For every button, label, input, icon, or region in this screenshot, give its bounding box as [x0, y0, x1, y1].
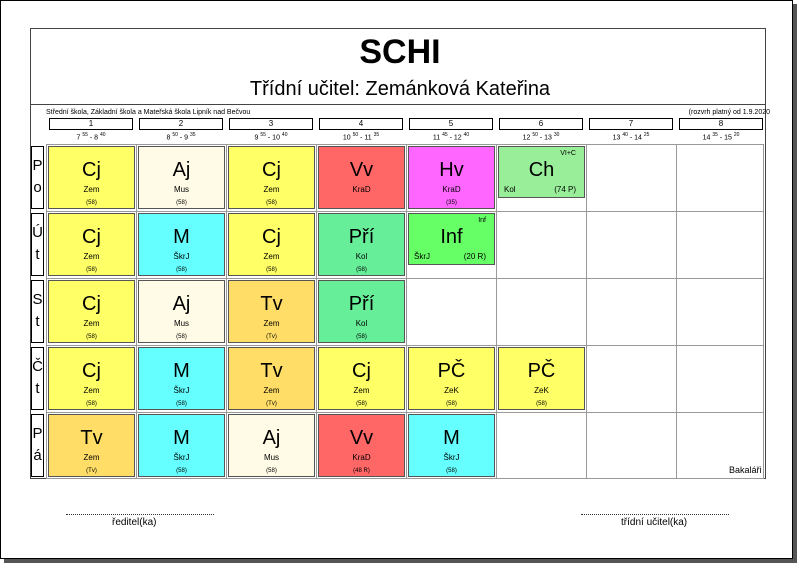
lesson-cell[interactable]	[228, 213, 315, 276]
grid-line	[46, 412, 764, 413]
lesson-room: (Tv)	[86, 468, 97, 474]
period-time: 14 $^{35}$ - 15 $^{20}$	[702, 132, 740, 142]
lesson-subject: Aj	[172, 159, 191, 181]
lesson-room: (58)	[176, 267, 187, 273]
lesson-teacher: Zem	[83, 252, 100, 261]
lesson-subject: Cj	[262, 159, 281, 181]
lesson-cell[interactable]	[138, 213, 225, 276]
grid-line	[586, 144, 587, 479]
lesson-room: (58)	[356, 267, 367, 273]
lesson-subject: M	[173, 427, 190, 449]
grid-line	[406, 144, 407, 479]
lesson-cell[interactable]	[48, 280, 135, 343]
period-header	[409, 118, 493, 142]
lesson-subject: Tv	[260, 293, 283, 315]
lesson-teacher: Kol	[504, 185, 516, 194]
lesson-cell[interactable]	[408, 213, 495, 265]
lesson-subject: Pří	[348, 293, 375, 315]
day-label-tuesday: Ú t	[31, 213, 44, 276]
lesson-room: (58)	[356, 334, 367, 340]
lesson-room: (58)	[266, 200, 277, 206]
lesson-room: (58)	[86, 401, 97, 407]
lesson-cell[interactable]	[48, 213, 135, 276]
period-number: 6	[499, 118, 583, 130]
class-teacher-heading: Třídní učitel: Zemánková Kateřina	[249, 78, 551, 100]
lesson-teacher: Zem	[353, 386, 370, 395]
period-header	[319, 118, 403, 142]
day-label-monday: P o	[31, 146, 44, 209]
period-number: 8	[679, 118, 763, 130]
validity-note: (rozvrh platný od 1.9.2020	[688, 109, 770, 116]
grid-line	[136, 144, 137, 479]
lesson-subject: Cj	[82, 226, 101, 248]
lesson-subject: Pří	[348, 226, 375, 248]
period-time: 9 $^{55}$ - 10 $^{40}$	[254, 132, 288, 142]
grid-line	[496, 144, 497, 479]
day-label-wednesday: S t	[31, 280, 44, 343]
lesson-subject: Vv	[349, 159, 374, 181]
lesson-teacher: ŠkrJ	[173, 453, 190, 462]
period-time: 8 $^{50}$ - 9 $^{35}$	[166, 132, 196, 142]
lesson-room: (58)	[86, 267, 97, 273]
lesson-teacher: Kol	[355, 319, 368, 328]
lesson-cell[interactable]	[498, 146, 585, 198]
lesson-teacher: ŠkrJ	[443, 453, 460, 462]
class-teacher-signature-label: třídní učitel(ka)	[621, 517, 688, 528]
lesson-subject: M	[173, 226, 190, 248]
lesson-cell[interactable]	[318, 146, 405, 209]
lesson-cell[interactable]	[138, 280, 225, 343]
lesson-teacher: Zem	[263, 386, 280, 395]
lesson-teacher: Zem	[263, 319, 280, 328]
period-number: 1	[49, 118, 133, 130]
grid-line	[46, 211, 764, 212]
period-header	[499, 118, 583, 142]
lesson-cell[interactable]	[228, 146, 315, 209]
lesson-cell[interactable]	[318, 280, 405, 343]
lesson-room: (58)	[266, 267, 277, 273]
class-title: SCHI	[359, 33, 441, 71]
lesson-cell[interactable]	[408, 347, 495, 410]
lesson-teacher: KraD	[352, 453, 371, 462]
day-label-thursday: Č t	[31, 347, 44, 410]
lesson-subject: Aj	[172, 293, 191, 315]
lesson-teacher: ŠkrJ	[414, 252, 430, 261]
period-number: 3	[229, 118, 313, 130]
lesson-teacher: Mus	[173, 319, 190, 328]
lesson-subject: M	[173, 360, 190, 382]
lesson-teacher: Zem	[263, 185, 280, 194]
lesson-cell[interactable]	[138, 146, 225, 209]
lesson-cell[interactable]	[318, 213, 405, 276]
lesson-cell[interactable]	[228, 280, 315, 343]
lesson-teacher: Zem	[263, 252, 280, 261]
lesson-subject: Hv	[439, 159, 464, 181]
lesson-group: Inf	[478, 217, 486, 224]
period-number: 4	[319, 118, 403, 130]
lesson-teacher: Zem	[83, 453, 100, 462]
lesson-cell[interactable]	[318, 414, 405, 477]
lesson-teacher: ZeK	[534, 386, 549, 395]
lesson-subject: Tv	[80, 427, 103, 449]
lesson-room: (35)	[446, 200, 457, 206]
lesson-teacher: KraD	[352, 185, 371, 194]
lesson-subject: Cj	[82, 360, 101, 382]
lesson-subject: PČ	[437, 360, 466, 382]
header-divider	[30, 104, 766, 105]
lesson-room: (48 R)	[353, 468, 370, 474]
period-time: 7 $^{55}$ - 8 $^{40}$	[76, 132, 106, 142]
period-time: 11 $^{45}$ - 12 $^{40}$	[432, 132, 470, 142]
lesson-room: (58)	[536, 401, 547, 407]
period-number: 7	[589, 118, 673, 130]
lesson-cell[interactable]	[408, 414, 495, 477]
lesson-cell[interactable]	[48, 146, 135, 209]
lesson-subject: Ch	[528, 159, 555, 181]
period-time: 12 $^{50}$ - 13 $^{30}$	[522, 132, 560, 142]
period-header	[589, 118, 673, 142]
lesson-teacher: ZeK	[444, 386, 459, 395]
lesson-subject: Aj	[262, 427, 281, 449]
day-label-friday: P á	[31, 414, 44, 477]
lesson-room: (58)	[176, 334, 187, 340]
director-signature-line	[66, 514, 214, 515]
lesson-room: (Tv)	[266, 401, 277, 407]
lesson-subject: Cj	[352, 360, 371, 382]
period-header	[49, 118, 133, 142]
period-time: 13 $^{40}$ - 14 $^{25}$	[612, 132, 650, 142]
lesson-cell[interactable]	[408, 146, 495, 209]
lesson-cell[interactable]	[48, 414, 135, 477]
grid-line	[46, 278, 764, 279]
lesson-room: (58)	[266, 468, 277, 474]
lesson-group: VI+C	[560, 150, 576, 157]
lesson-room: (58)	[86, 200, 97, 206]
lesson-cell[interactable]	[318, 347, 405, 410]
lesson-subject: Vv	[349, 427, 374, 449]
lesson-room: (74 P)	[554, 185, 576, 194]
class-teacher-signature-line	[581, 514, 729, 515]
lesson-cell[interactable]	[498, 347, 585, 410]
lesson-subject: Cj	[82, 293, 101, 315]
lesson-room: (20 R)	[463, 252, 486, 261]
lesson-teacher: Zem	[83, 386, 100, 395]
lesson-teacher: ŠkrJ	[173, 386, 190, 395]
period-number: 2	[139, 118, 223, 130]
lesson-teacher: ŠkrJ	[173, 252, 190, 261]
lesson-teacher: Zem	[83, 319, 100, 328]
lesson-room: (58)	[176, 468, 187, 474]
lesson-subject: Cj	[82, 159, 101, 181]
lesson-room: (58)	[356, 401, 367, 407]
grid-line	[46, 345, 764, 346]
school-name: Střední škola, Základní škola a Mateřská škola Lipník nad Bečvou	[46, 109, 251, 116]
lesson-teacher: Kol	[355, 252, 368, 261]
lesson-teacher: Mus	[263, 453, 280, 462]
lesson-cell[interactable]	[138, 414, 225, 477]
director-signature-label: ředitel(ka)	[112, 517, 157, 528]
period-header	[229, 118, 313, 142]
lesson-cell[interactable]	[48, 347, 135, 410]
lesson-room: (Tv)	[266, 334, 277, 340]
grid-line	[226, 144, 227, 479]
lesson-teacher: KraD	[442, 185, 461, 194]
lesson-room: (58)	[446, 401, 457, 407]
bakalari-brand: Bakaláři	[729, 465, 762, 475]
lesson-subject: Tv	[260, 360, 283, 382]
period-header	[679, 118, 763, 142]
lesson-subject: Inf	[440, 226, 463, 248]
lesson-subject: Cj	[262, 226, 281, 248]
lesson-teacher: Zem	[83, 185, 100, 194]
lesson-subject: PČ	[527, 360, 556, 382]
grid-line	[316, 144, 317, 479]
grid-line	[676, 144, 677, 479]
lesson-teacher: Mus	[173, 185, 190, 194]
lesson-room: (58)	[86, 334, 97, 340]
period-number: 5	[409, 118, 493, 130]
lesson-room: (58)	[176, 200, 187, 206]
lesson-cell[interactable]	[138, 347, 225, 410]
period-time: 10 $^{50}$ - 11 $^{35}$	[342, 132, 380, 142]
lesson-room: (58)	[176, 401, 187, 407]
lesson-cell[interactable]	[228, 347, 315, 410]
lesson-cell[interactable]	[228, 414, 315, 477]
lesson-room: (58)	[446, 468, 457, 474]
period-header	[139, 118, 223, 142]
lesson-subject: M	[443, 427, 460, 449]
